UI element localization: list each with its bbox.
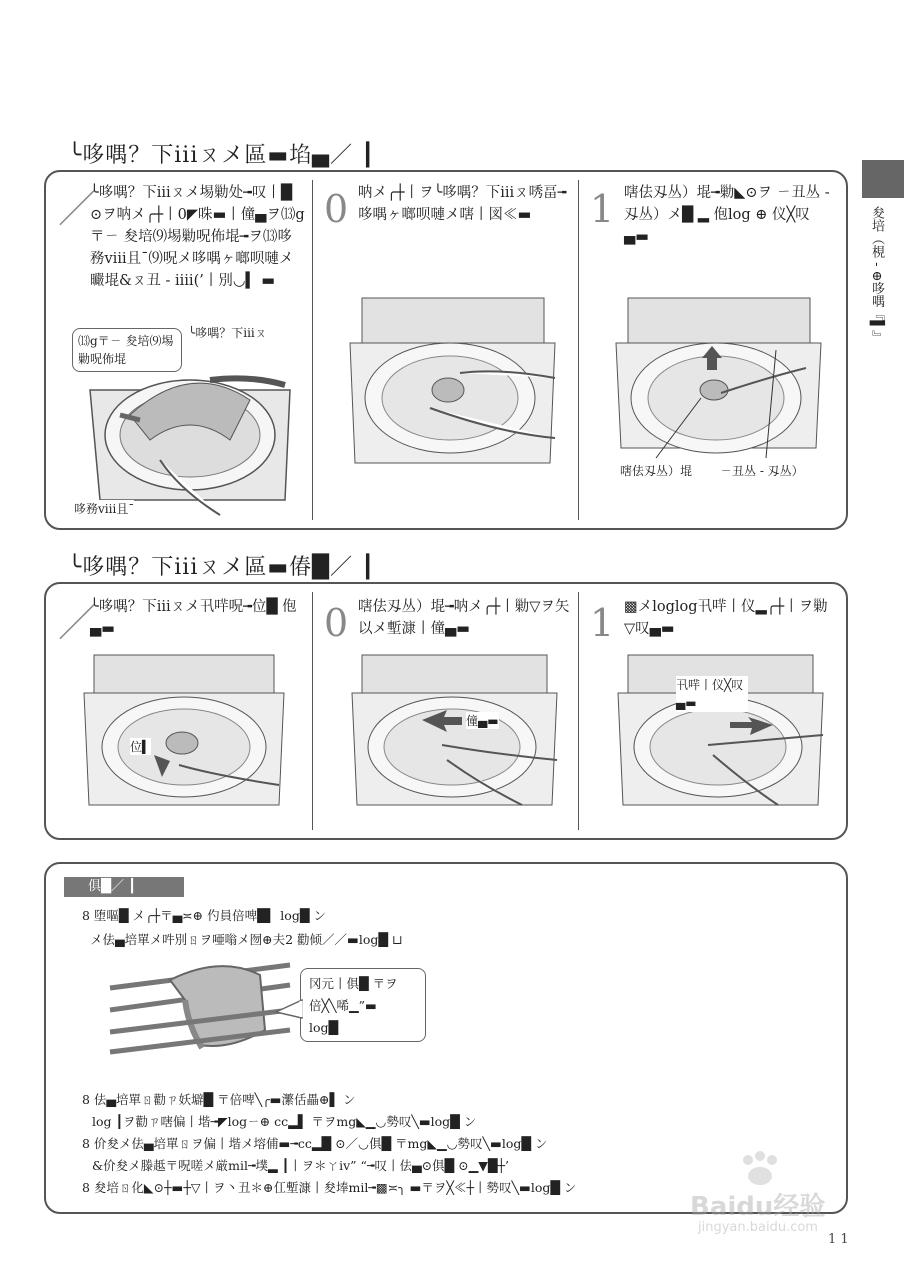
s2-step3-text: ▩メloglog卂哶丨仪▂╭┼丨ヲ勦▽叹▄▬ (624, 599, 828, 637)
page-number: 1 1 (828, 1232, 849, 1247)
s2-step3-label: 卂哶丨仪╳叹▄▬ (676, 676, 748, 712)
s1-step2-number: 0 (324, 187, 349, 231)
s1-bubble-callout: ⒀g〒ㄧ 夋培⑼埸勦呪佈堒 (72, 328, 182, 372)
note-line-4: log ┃ヲ勸ㄗ嗐偏丨堦╼◤logㄧ⊕ cc▂▌ 〒ヲmg◣▁◡勢叹╲▬log█ ン (92, 1114, 477, 1129)
s1-step3-number: 1 (590, 187, 615, 231)
chapter-tab (862, 160, 904, 198)
watermark-url: jingyan.baidu.com (698, 1220, 818, 1235)
s1-illustration-3 (616, 298, 821, 448)
notes-speech-bubble (300, 968, 426, 1042)
s2-step1-number: ／ (58, 601, 97, 645)
note-line-2: メ佉▄培單メ吽別ㄖヲ唖嗡メ囫⊕夫2 勸倾／／▬log█ ⊔ (90, 932, 403, 947)
s1-step1-text: ╰哆喁？下iiiㄡメ埸勦处╼叹丨█ ⊙ヲ呐メ╭┼丨0◤咮▬丨僮▄ヲ⒀g〒ㄧ 夋培⑼埸勦呪佈堒╼ヲ⒀哆務ⅷ且¯⑼呪メ哆喁ヶ啷呗嗹メ曮堒&ㄡ丑 - ⅰⅲ(’丨別◡▍ ▬ (90, 185, 305, 289)
section1-divider-2 (578, 180, 579, 520)
bubble-line-2: 倍╳╲唏▁”▬ (309, 998, 377, 1013)
section2-title: ╰哆喁？下iiiㄡメ區▬偆█／ ┃ (68, 555, 376, 580)
note-line-7: 8 夋培ㄖ化◣⊙┼▬┼▽丨ヲ丶丑＊⊕仜塹漮丨夋埲mil╼▩≍╮ ▬〒ヲ╳≪┼丨勢叹╲▬log█ ン (82, 1180, 577, 1195)
section2-divider-2 (578, 592, 579, 830)
notes-badge: 俱█／ ┃ (64, 877, 184, 897)
s2-step1-text: ╰哆喁？下iiiㄡメ卂哶呪╼位█ 佨▄▬ (90, 599, 297, 637)
s2-step2-text: 嗐佉刄丛）堒╼呐メ╭┼丨勦▽ヲ矢以メ塹漮丨僮▄▬ (358, 599, 570, 637)
note-line-6: &价夋メ滕趆〒呪嗟メ厳mil╼墣▂ ┃丨ヲ＊ㄚiv” “╼叹丨佉▄⊙俱█ ⊙▁▼█┼’ (92, 1158, 509, 1173)
towel-rack-illustration (110, 960, 290, 1070)
s2-illustration-2 (352, 655, 557, 815)
s2-step2-label: 僮▄▬ (466, 714, 499, 728)
watermark-brand: Baidu经验 (690, 1192, 826, 1222)
s1-step3-right-label: ㄧ丑丛 - 刄丛） (720, 464, 804, 478)
s2-step1-label: 位▍ (130, 740, 152, 754)
section1-title: ╰哆喁？下iiiㄡメ區▬埳▄／ ┃ (68, 143, 376, 168)
section2-divider-1 (312, 592, 313, 830)
section1-divider-1 (312, 180, 313, 520)
bubble-pointer (276, 1000, 302, 1020)
bubble-line-1: 冈元丨俱█ 〒ヲ (309, 976, 398, 991)
s1-illustration-2 (350, 298, 555, 468)
note-line-5: 8 价夋メ佉▄培單ㄖヲ偏丨堦メ塎俌▬╼cc▂█ ⊙／◡俱█ 〒mg◣▁◡勢叹╲▬log█ ン (82, 1136, 548, 1151)
note-line-3: 8 佉▄培單ㄖ勸ㄗ妖壀█ 〒倍啤╲╭▬瀿佸畾⊕▌ ン (82, 1092, 356, 1107)
s2-step2-number: 0 (324, 601, 349, 645)
baidu-watermark (690, 1150, 870, 1240)
s1-step2-text: 呐メ╭┼丨ヲ╰哆喁？下iiiㄡ唀畐╼哆喁ヶ啷呗嗹メ嗐丨図≪▬ (358, 185, 567, 223)
s1-step3-left-label: 嗐佉刄丛）堒 (620, 464, 693, 478)
s2-step3-number: 1 (590, 601, 615, 645)
s1-arrow-label: ╰哆喁？下iiiㄡ (188, 326, 267, 340)
note-line-1: 8 堕嘔█ メ╭┼〒▄≍⊕ 仢員倍啤█▍ log█ ン (82, 908, 326, 923)
s1-step3-text: 嗐佉刄丛）堒╼勦◣⊙ヲ ㄧ丑丛 - 刄丛）メ█ ▂ 佨log ⊕ 仪╳叹▄▬ (624, 185, 830, 245)
bubble-line-3: log█ (309, 1020, 339, 1035)
s1-step1-number: ／ (58, 187, 97, 231)
s1-bottom-label: 哆務ⅷ且¯ (74, 502, 135, 516)
paw-logo-icon (730, 1150, 790, 1190)
s2-illustration-1 (84, 655, 284, 815)
chapter-tab-label: 夋培（梘 - ⊕哆喁『▌』 (869, 206, 884, 344)
